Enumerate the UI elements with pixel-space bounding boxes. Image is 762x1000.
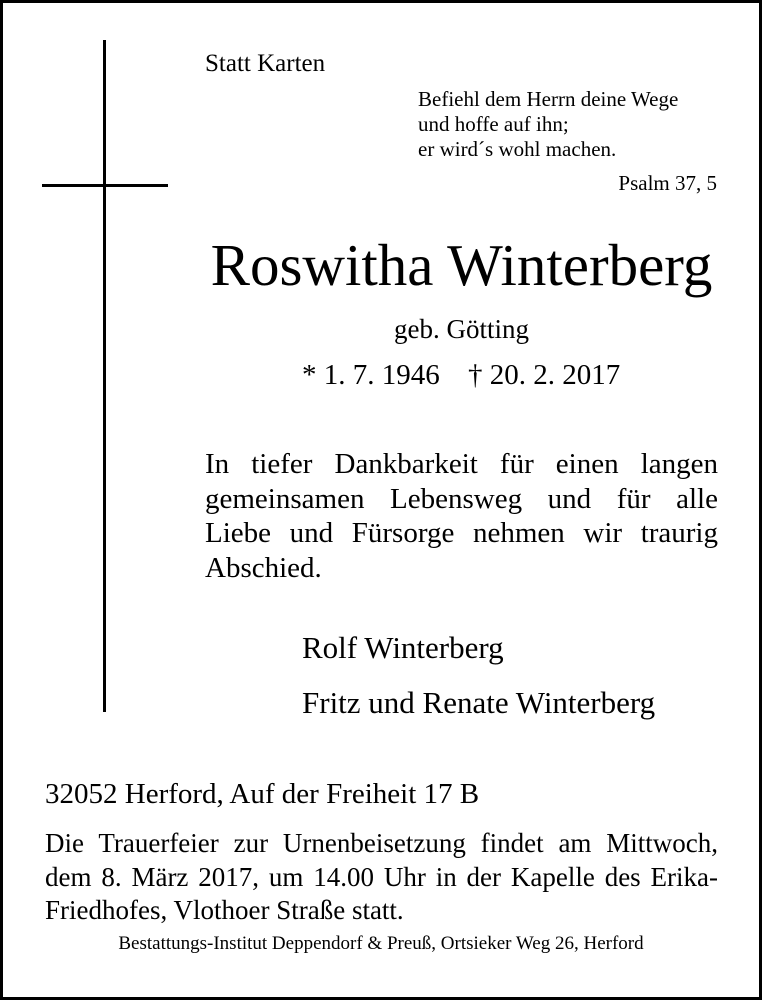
cross-icon-horizontal (42, 184, 168, 187)
quote-line: und hoffe auf ihn; (418, 112, 569, 136)
funeral-home: Bestattungs-Institut Deppendorf & Preuß, Ortsieker Weg 26, Herford (118, 933, 644, 954)
quote-source: Psalm 37, 5 (618, 171, 717, 195)
death-date: † 20. 2. 2017 (468, 359, 621, 391)
quote-line: er wird´s wohl machen. (418, 137, 617, 161)
message-paragraph (205, 447, 718, 585)
message-line: Abschied. (205, 551, 322, 584)
cross-icon-vertical (103, 40, 106, 712)
address: 32052 Herford, Auf der Freiheit 17 B (45, 778, 480, 810)
statt-karten: Statt Karten (205, 50, 326, 77)
ceremony-line: Die Trauerfeier zur Urnenbeisetzung findet am Mittwoch, (45, 828, 718, 858)
mourner: Fritz und Renate Winterberg (302, 685, 656, 720)
birth-date: * 1. 7. 1946 (302, 359, 440, 391)
deceased-name: Roswitha Winterberg (210, 232, 713, 298)
message-line: Liebe und Fürsorge nehmen wir traurig (205, 517, 718, 549)
message-line: In tiefer Dankbarkeit für einen langen (205, 448, 718, 480)
maiden-name: geb. Götting (394, 314, 529, 344)
ceremony-paragraph (45, 827, 718, 928)
ceremony-line: Friedhofes, Vlothoer Straße statt. (45, 895, 404, 925)
ceremony-line: dem 8. März 2017, um 14.00 Uhr in der Kapelle des Erika- (45, 861, 718, 892)
mourner: Rolf Winterberg (302, 630, 504, 665)
quote-line: Befiehl dem Herrn deine Wege (418, 87, 679, 111)
message-line: gemeinsamen Lebensweg und für alle (205, 482, 718, 515)
